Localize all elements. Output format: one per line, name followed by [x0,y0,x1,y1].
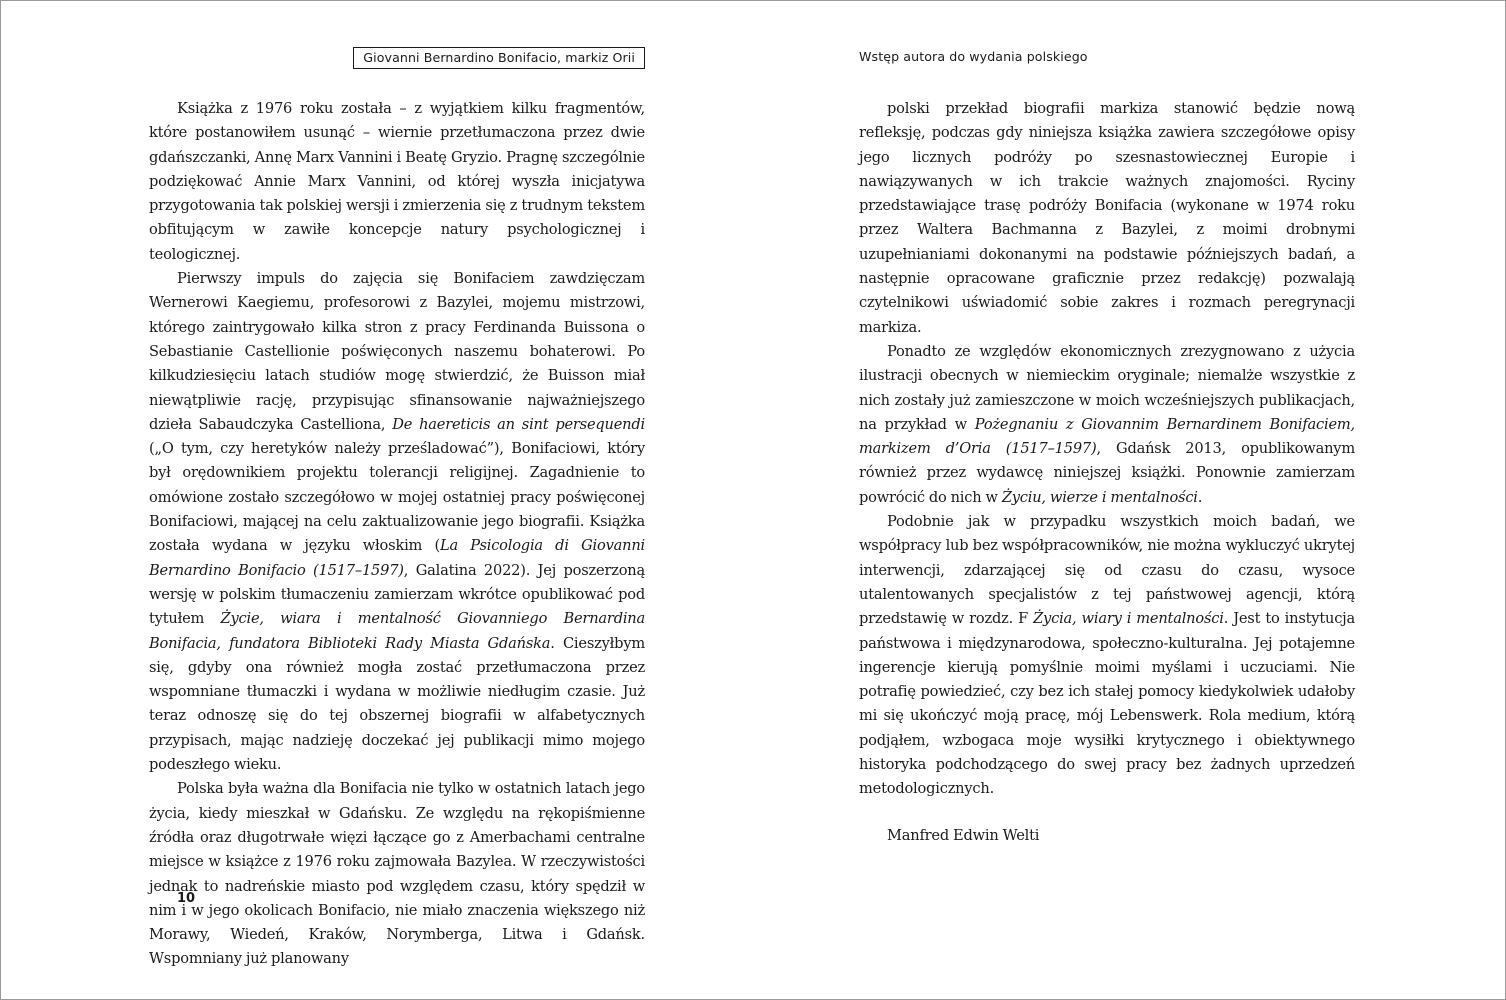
text-run: , Gdańsk 2013, opublikowanym również przez wydawcę niniejszej książki. Ponownie zamierzam powrócić do nich w [859,440,1355,506]
running-head-right: Wstęp autora do wydania polskiego [859,49,1088,64]
right-page-text [859,97,1355,848]
italic-text: Pożegnaniu z Giovannim Bernardinem Bonifaciem, markizem d’Oria (1517–1597) [859,415,1355,458]
paragraph [859,340,1355,510]
text-run: . [1197,488,1203,506]
italic-text: Życiu, wierze i mentalności [1001,488,1198,506]
italic-text: De haereticis an sint persequendi [392,415,645,433]
paragraph [859,97,1355,340]
italic-text: La Psicologia di Giovanni Bernardino Bonifacio (1517–1597) [149,537,645,579]
text-run: polski przekład biografii markiza stanowić będzie nową refleksję, podczas gdy niniejsza książka zawiera szczegółowe opisy jego licznych podróży po szesnastowiecznej Europie i nawiązywanych w ich trakcie ważnych znajomości. Ryciny przedstawiające trasę podróży Bonifacia (wykonane w 1974 roku przez Waltera Bachmanna z Bazylei, z moimi drobnymi uzupełnianiami dokonanymi na podstawie późniejszych badań, a następnie opracowane graficznie przez redakcję) pozwalają czytelnikowi uświadomić sobie zakres i rozmach peregrynacji markiza. [859,100,1355,336]
paragraph [149,777,645,971]
paragraph [859,510,1355,802]
text-run: Ponadto ze względów ekonomicznych zrezygnowano z użycia ilustracji obecnych w niemieckim oryginale; niemalże wszystkie z nich zostały już zamieszczone w moich wcześniejszych publikacjach, na przykład w [859,342,1355,433]
page-number: 10 [177,891,196,906]
running-head-left: Giovanni Bernardino Bonifacio, markiz Orii [353,47,645,69]
italic-text: Życie, wiara i mentalność Giovanniego Bernardina Bonifacia, fundatora Biblioteki Rady Miasta Gdańska [149,610,645,652]
text-run: Książka z 1976 roku została – z wyjątkiem kilku fragmentów, które postanowiłem usunąć – wiernie przetłumaczona przez dwie gdańszczanki, Annę Marx Vannini i Beatę Gryzio. Pragnę szczególnie podziękować Annie Marx Vannini, od której wyszła inicjatywa przygotowania tak polskiej wersji i zmierzenia się z trudnym tekstem obfitującym w zawiłe koncepcje natury psychologicznej i teologicznej. [149,100,645,263]
text-run: . Cieszyłbym się, gdyby ona również mogła zostać przetłumaczona przez wspomniane tłumaczki i wydana w możliwie niedługim czasie. Już teraz odnoszę się do tej obszernej biografii w alfabetycznych przypisach, mając nadzieję doczekać jej publikacji mimo mojego podeszłego wieku. [149,634,646,774]
text-run: Polska była ważna dla Bonifacia nie tylko w ostatnich latach jego życia, kiedy mieszkał w Gdańsku. Ze względu na rękopiśmienne źródła oraz długotrwałe więzi łączące go z Amerbachami centralne miejsce w książce z 1976 roku zajmowała Bazylea. W rzeczywistości jednak to nadreńskie miasto pod względem czasu, który spędził w nim i w jego okolicach Bonifacio, nie miało znaczenia większego niż Morawy, Wiedeń, Kraków, Norymberga, Litwa i Gdańsk. Wspomniany już planowany [149,780,645,968]
italic-text: Życia, wiary i mentalności [1033,610,1224,628]
left-page [1,1,753,999]
text-run: Pierwszy impuls do zajęcia się Bonifaciem zawdzięczam Wernerowi Kaegiemu, profesorowi z Bazylei, mojemu mistrzowi, którego zaintrygowało kilka stron z pracy Ferdinanda Buissona o Sebastianie Castellionie poświęconych naszemu bohaterowi. Po kilkudziesięciu latach studiów mogę stwierdzić, że Buisson miał niewątpliwie rację, przypisując sfinansowanie najważniejszego dzieła Sabaudczyka Castelliona, [149,270,645,433]
paragraph [149,97,645,267]
text-run: Podobnie jak w przypadku wszystkich moich badań, we współpracy lub bez współpracowników, nie można wykluczyć ukrytej interwencji, zdarzającej się od czasu do czasu, wysoce utalentowanych specjalistów z tej państwowej agencji, którą przedstawię w rozdz. F [859,513,1355,628]
text-run: („O tym, czy heretyków należy prześladować”), Bonifaciowi, który był orędownikiem projektu tolerancji religijnej. Zagadnienie to omówione zostało szczegółowo w mojej ostatniej pracy poświęconej Bonifaciowi, mającej na celu zaktualizowanie jego biografii. Książka została wydana w języku włoskim ( [149,440,645,555]
text-run: . Jest to instytucja państwowa i międzynarodowa, społeczno-kulturalna. Jej potajemne ingerencje kierują pomyślnie moimi myślami i uczuciami. Nie potrafię powiedzieć, czy bez ich stałej pomocy kiedykolwiek udałoby mi się ukończyć moją pracę, mój Lebenswerk. Rola medium, którą podjąłem, wzbogaca moje wysiłki krytycznego i obiektywnego historyka podchodzącego do swej pracy bez żadnych uprzedzeń metodologicznych. [859,610,1356,798]
text-run: , Galatina 2022). Jej poszerzoną wersję w polskim tłumaczeniu zamierzam wkrótce opublikować pod tytułem [149,561,645,628]
left-page-text [149,97,645,972]
author-signature: Manfred Edwin Welti [887,826,1040,844]
right-page [753,1,1505,999]
paragraph [149,267,645,777]
